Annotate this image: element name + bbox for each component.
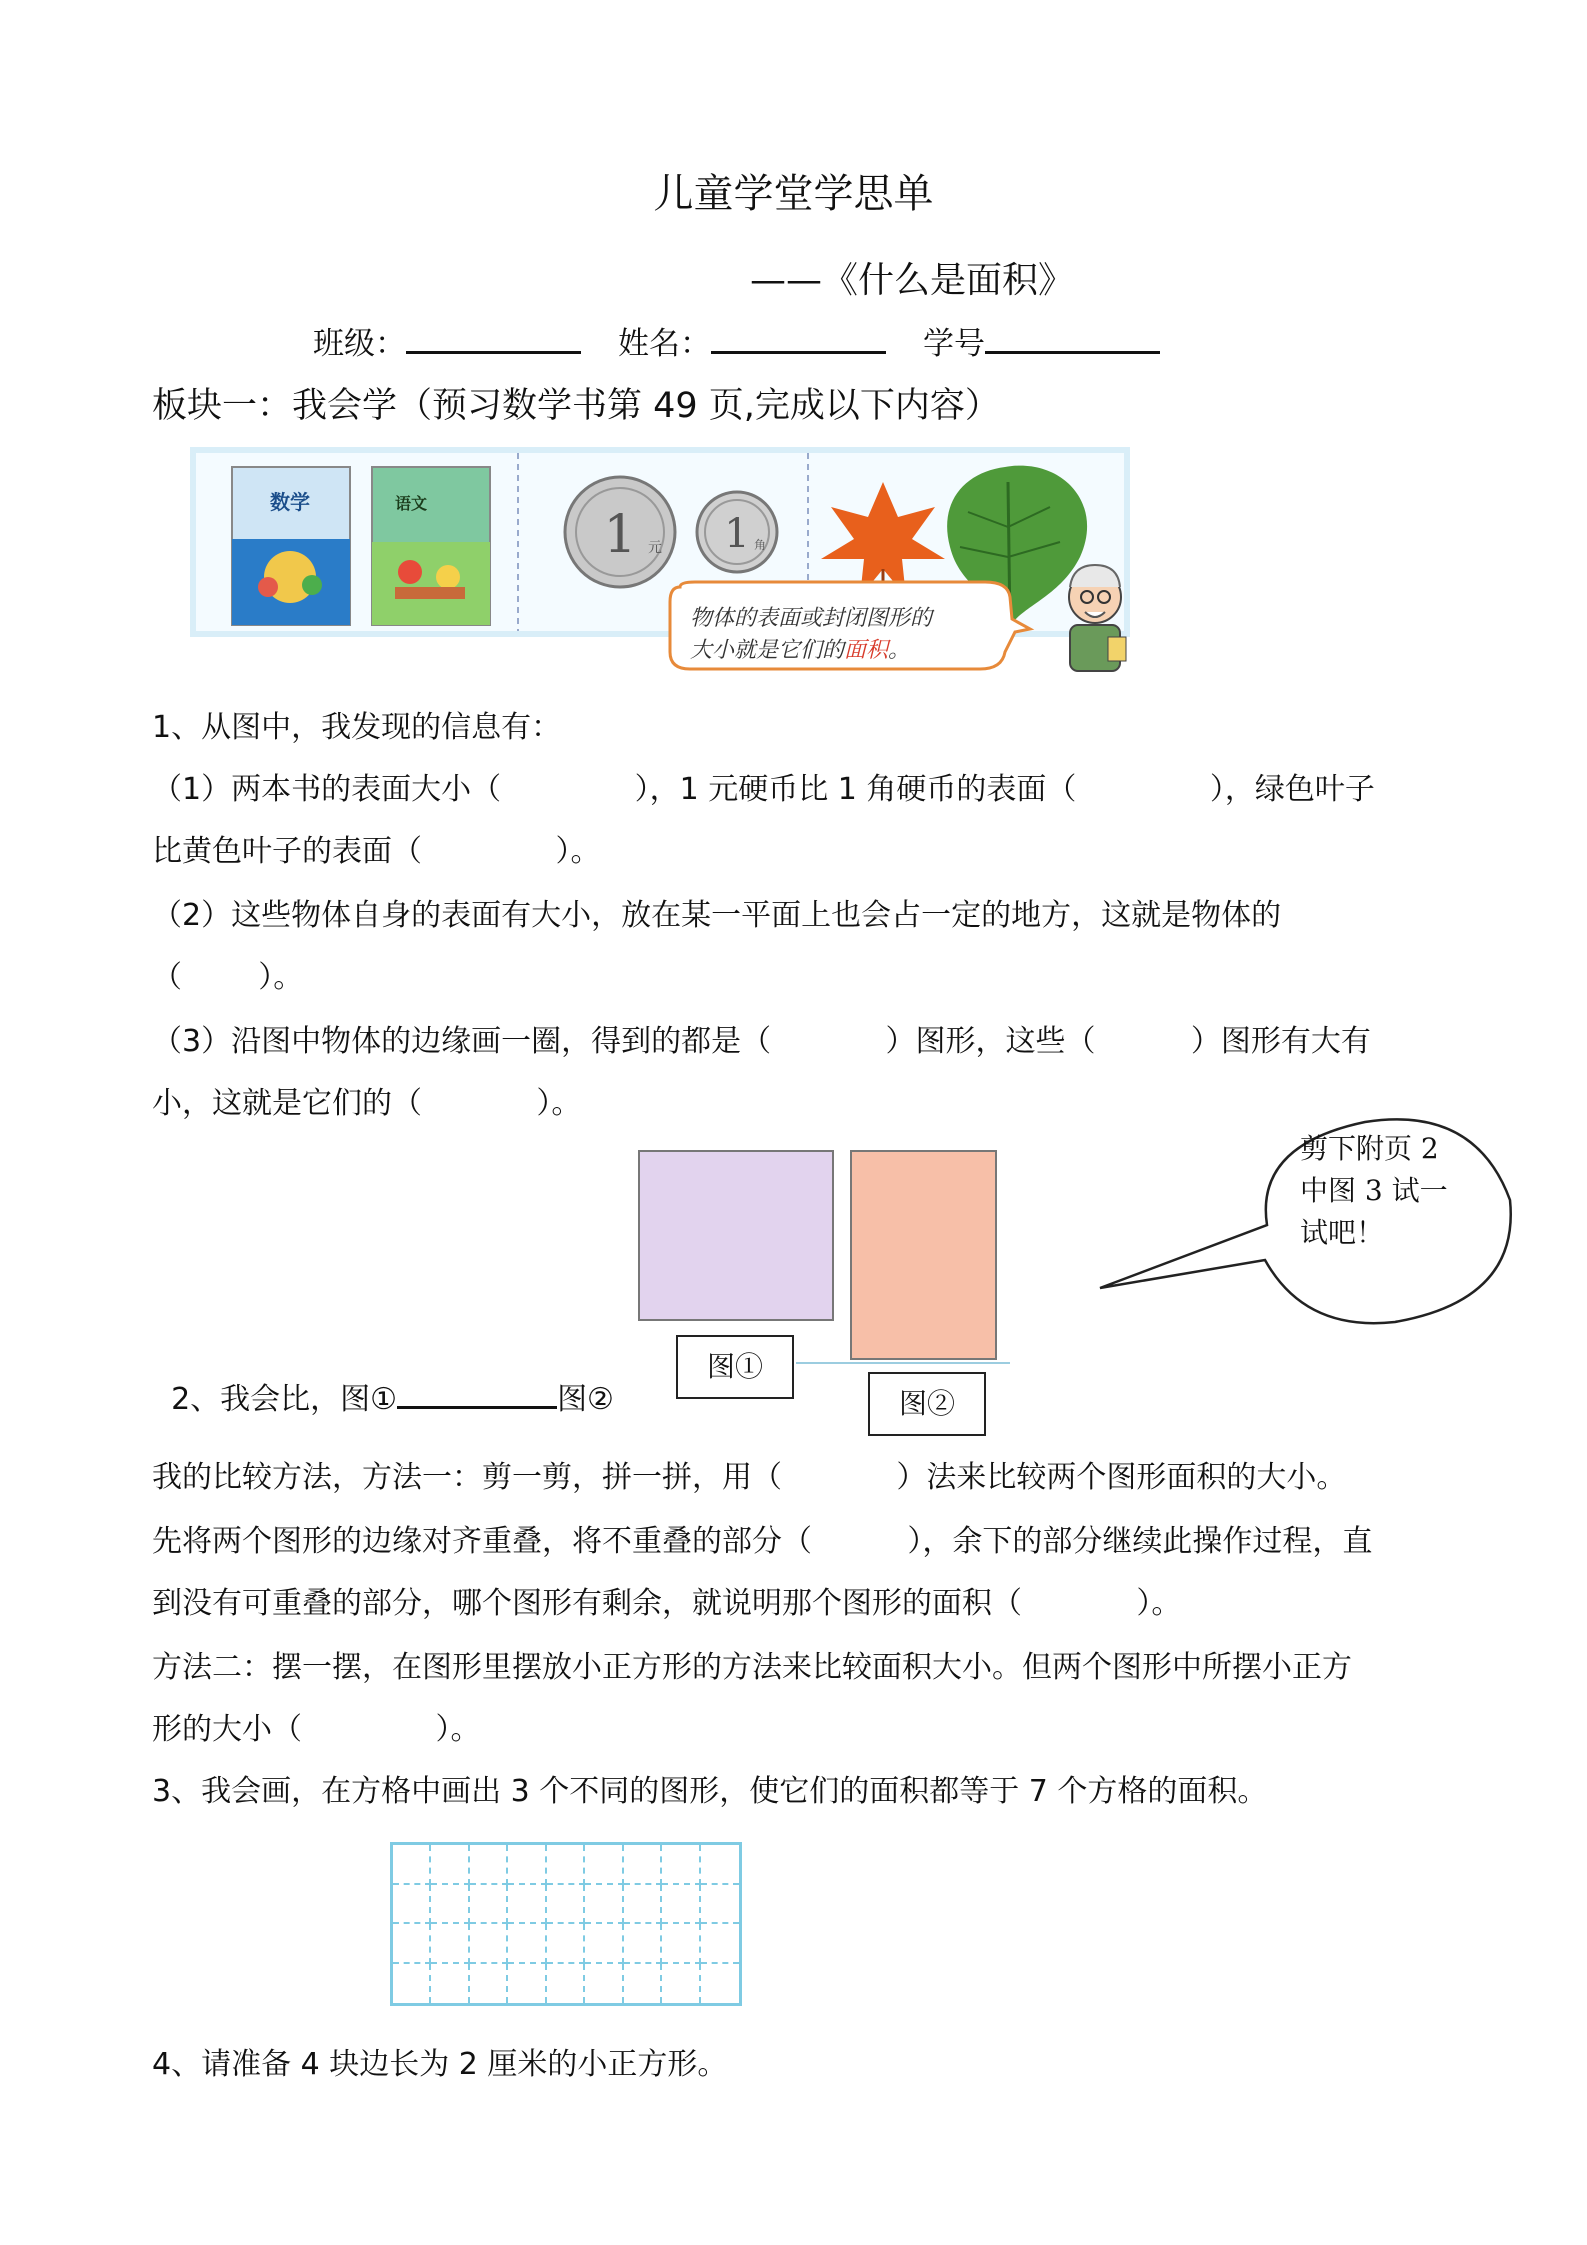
grid-cell[interactable] [547,1845,585,1885]
svg-text:1: 1 [603,505,637,565]
q1-heading: 1、从图中，我发现的信息有： [152,710,562,745]
speech-line2-text: 大小就是它们的 [690,638,845,663]
speech-highlight: 面积 [844,638,889,663]
figure-1-label: 图① [676,1335,794,1399]
figure-2-rectangle [850,1150,997,1360]
grid-cell[interactable] [393,1885,431,1925]
id-field [923,318,1160,363]
speech-line1: 物体的表面或封闭图形的 [690,606,933,631]
grid-cell[interactable] [701,1964,739,2004]
grid-cell[interactable] [431,1964,469,2004]
grid-cell[interactable] [624,1964,662,2004]
class-blank[interactable] [406,321,581,354]
svg-text:1: 1 [724,511,750,557]
one-jiao-coin-image [697,492,777,572]
grid-cell[interactable] [431,1845,469,1885]
grid-cell[interactable] [508,1924,546,1964]
q1-item1-line1: （1）两本书的表面大小（ ），1 元硬币比 1 角硬币的表面（ ），绿色叶子 [152,772,1375,807]
id-blank[interactable] [985,321,1160,354]
q1-item3-line2: 小，这就是它们的（ ）。 [152,1086,582,1121]
drawing-grid[interactable] [390,1842,742,2006]
chinese-book-image [372,467,490,625]
figure-1-square [638,1150,834,1321]
grid-cell[interactable] [662,1845,700,1885]
name-field [618,318,886,363]
q2-method1-line1: 我的比较方法，方法一：剪一剪，拼一拼，用（ ）法来比较两个图形面积的大小。 [152,1460,1347,1495]
grid-cell[interactable] [585,1885,623,1925]
grid-cell[interactable] [701,1885,739,1925]
callout-line1: 剪下附页 2 [1300,1132,1439,1165]
q1-item1-line2: 比黄色叶子的表面（ ）。 [152,834,601,869]
grid-cell[interactable] [508,1964,546,2004]
speech-end: 。 [888,638,911,663]
grid-cell[interactable] [662,1924,700,1964]
grid-cell[interactable] [393,1964,431,2004]
q2-method2-line2: 形的大小（ ）。 [152,1712,481,1747]
name-blank[interactable] [711,321,886,354]
figure-2-label: 图② [868,1372,986,1436]
grid-cell[interactable] [508,1885,546,1925]
grid-cell[interactable] [470,1924,508,1964]
grid-cell[interactable] [431,1885,469,1925]
q2-method1-line3: 到没有可重叠的部分，哪个图形有剩余，就说明那个图形的面积（ ）。 [152,1586,1182,1621]
q1-item2-line1: （2）这些物体自身的表面有大小，放在某一平面上也会占一定的地方，这就是物体的 [152,898,1282,933]
textbook-illustration [190,447,1130,663]
q2-heading-post: 图② [557,1382,614,1417]
q2-compare-blank[interactable] [397,1378,557,1409]
section-1-title: 板块一：我会学（预习数学书第 49 页,完成以下内容） [152,386,1000,426]
speech-line2 [690,638,910,663]
grid-cell[interactable] [393,1845,431,1885]
svg-text:角: 角 [754,538,767,552]
grid-cell[interactable] [585,1964,623,2004]
worksheet-title: 儿童学堂学思单 [653,171,934,217]
grid-cell[interactable] [662,1964,700,2004]
grid-cell[interactable] [547,1885,585,1925]
grid-cell[interactable] [701,1845,739,1885]
grid-cell[interactable] [701,1924,739,1964]
q3-heading: 3、我会画，在方格中画出 3 个不同的图形，使它们的面积都等于 7 个方格的面积。 [152,1774,1268,1809]
q1-item3-line1: （3）沿图中物体的边缘画一圈，得到的都是（ ）图形，这些（ ）图形有大有 [152,1024,1371,1059]
q4-heading: 4、请准备 4 块边长为 2 厘米的小正方形。 [152,2047,728,2082]
callout-text [1300,1128,1448,1254]
grid-cell[interactable] [470,1845,508,1885]
grid-cell[interactable] [431,1924,469,1964]
svg-text:元: 元 [648,540,662,556]
math-book-title: 数学 [270,490,310,514]
one-yuan-coin-image [565,477,675,587]
q2-heading-pre: 2、我会比，图① [171,1382,398,1417]
grid-cell[interactable] [585,1845,623,1885]
grid-cell[interactable] [624,1885,662,1925]
grid-cell[interactable] [624,1845,662,1885]
grid-cell[interactable] [585,1924,623,1964]
name-label: 姓名： [618,326,711,362]
grid-cell[interactable] [508,1845,546,1885]
q2-method2-line1: 方法二：摆一摆，在图形里摆放小正方形的方法来比较面积大小。但两个图形中所摆小正方 [152,1650,1352,1685]
grid-cell[interactable] [624,1924,662,1964]
q2-method1-line2: 先将两个图形的边缘对齐重叠，将不重叠的部分（ ），余下的部分继续此操作过程，直 [152,1524,1373,1559]
worksheet-subtitle: ——《什么是面积》 [750,260,1075,301]
callout-line3: 试吧！ [1300,1216,1385,1249]
grid-cell[interactable] [393,1924,431,1964]
q2-heading [152,1338,1452,1420]
q1-item2-line2: （ ）。 [152,960,304,995]
id-label: 学号 [923,326,985,362]
chinese-book-title: 语文 [395,494,428,513]
grid-cell[interactable] [662,1885,700,1925]
grid-cell[interactable] [547,1964,585,2004]
class-label: 班级： [313,326,406,362]
callout-line2: 中图 3 试一 [1300,1174,1448,1207]
grid-cell[interactable] [547,1924,585,1964]
class-field [313,318,581,363]
grid-cell[interactable] [470,1964,508,2004]
grid-cell[interactable] [470,1885,508,1925]
